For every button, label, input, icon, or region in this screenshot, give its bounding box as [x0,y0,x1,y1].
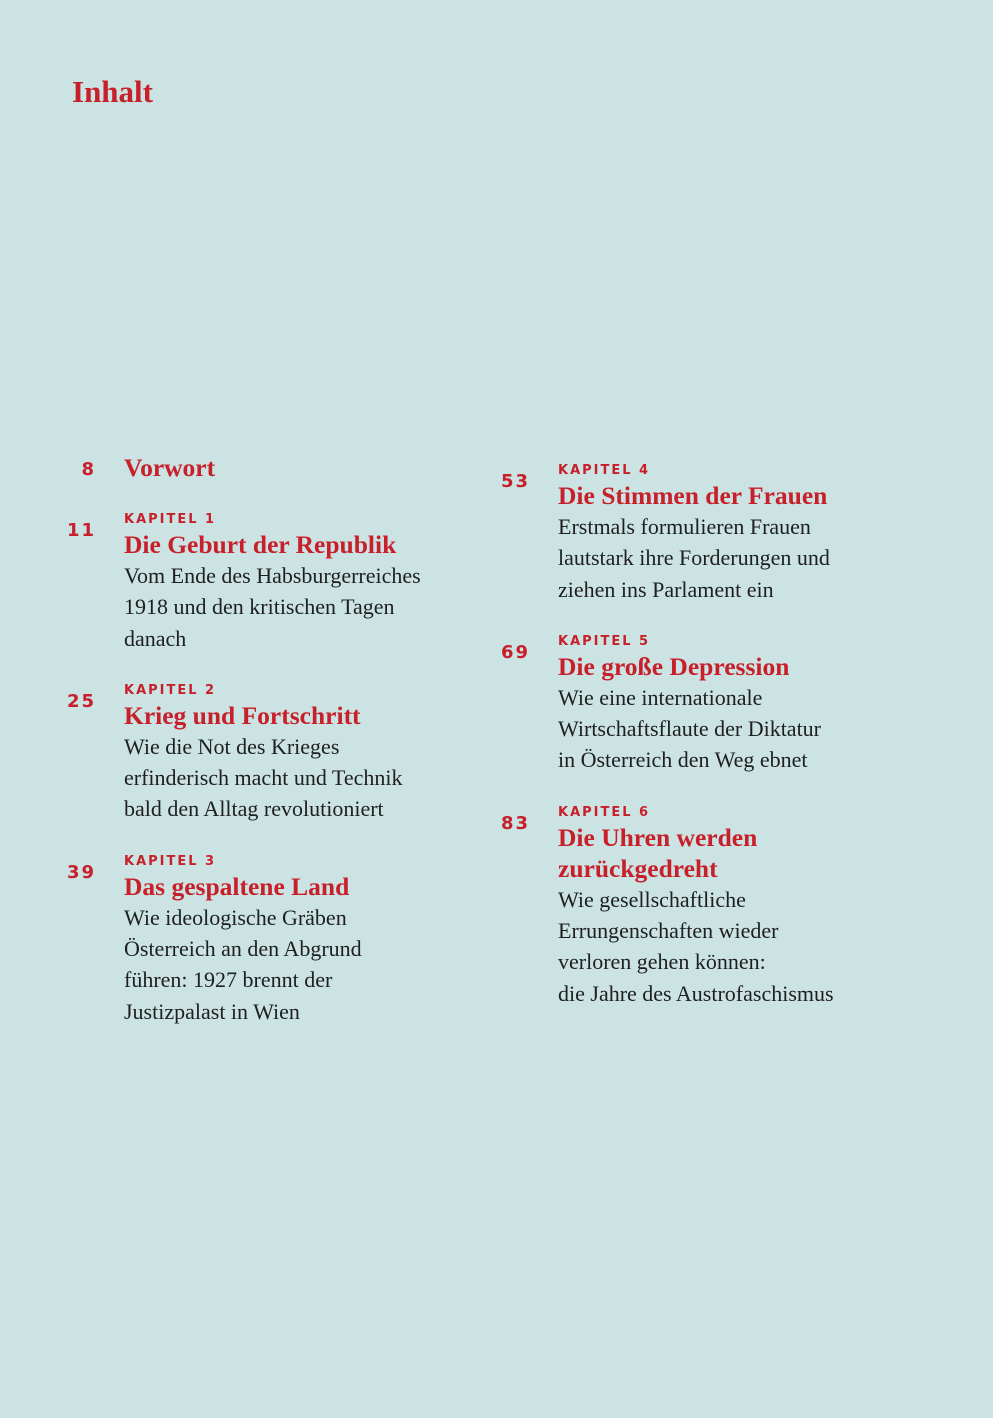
entry-title: Krieg und Fortschritt [124,700,361,730]
entry-description: Vom Ende des Habsburgerreiches 1918 und den kritischen Tagen danach [124,563,421,651]
toc-column-left [60,452,480,1027]
page-number: 53 [500,471,530,492]
entry-description: Erstmals formulieren Frauen lautstark ihre Forderungen und ziehen ins Parlament ein [558,514,830,602]
toc-column-right [494,452,914,1009]
page-number: 8 [81,459,96,480]
toc-entry-kapitel-3[interactable] [60,853,480,1027]
entry-title: Die Geburt der Republik [124,530,397,559]
entry-description: Wie die Not des Krieges erfinderisch macht und Technik bald den Alltag revolutioniert [124,733,403,822]
toc-entry-kapitel-2[interactable] [60,682,480,825]
toc-entry-kapitel-4[interactable] [494,462,914,605]
page-number: 83 [500,812,530,834]
chapter-label: KAPITEL 6 [558,804,651,820]
entry-description: Wie gesellschaftliche Errungenschaften wieder verloren gehen können: die Jahre des Austrofaschismus [558,886,834,1006]
page-number: 11 [66,520,96,541]
entry-title: Die Uhren werden zurückgedreht [558,822,758,883]
page-number: 39 [66,861,96,883]
toc-entry-kapitel-6[interactable] [494,804,914,1009]
entry-title: Die große Depression [558,651,790,681]
page-title: Inhalt [72,74,153,109]
toc-entry-kapitel-1[interactable] [60,511,480,654]
entry-title: Die Stimmen der Frauen [558,481,828,510]
chapter-label: KAPITEL 3 [124,853,217,869]
toc-entry-kapitel-5[interactable] [494,633,914,776]
entry-description: Wie ideologische Gräben Österreich an den Abgrund führen: 1927 brennt der Justizpalast in Wien [124,904,362,1024]
entry-title: Vorwort [124,453,216,482]
chapter-label: KAPITEL 2 [124,682,217,698]
entry-description: Wie eine internationale Wirtschaftsflaute der Diktatur in Österreich den Weg ebnet [558,684,822,773]
chapter-label: KAPITEL 5 [558,633,651,649]
chapter-label: KAPITEL 4 [558,463,651,478]
entry-title: Das gespaltene Land [124,871,350,901]
toc-entry-vorwort[interactable] [60,452,480,483]
chapter-label: KAPITEL 1 [124,512,217,527]
page-number: 69 [500,641,530,663]
page-number: 25 [66,690,96,712]
